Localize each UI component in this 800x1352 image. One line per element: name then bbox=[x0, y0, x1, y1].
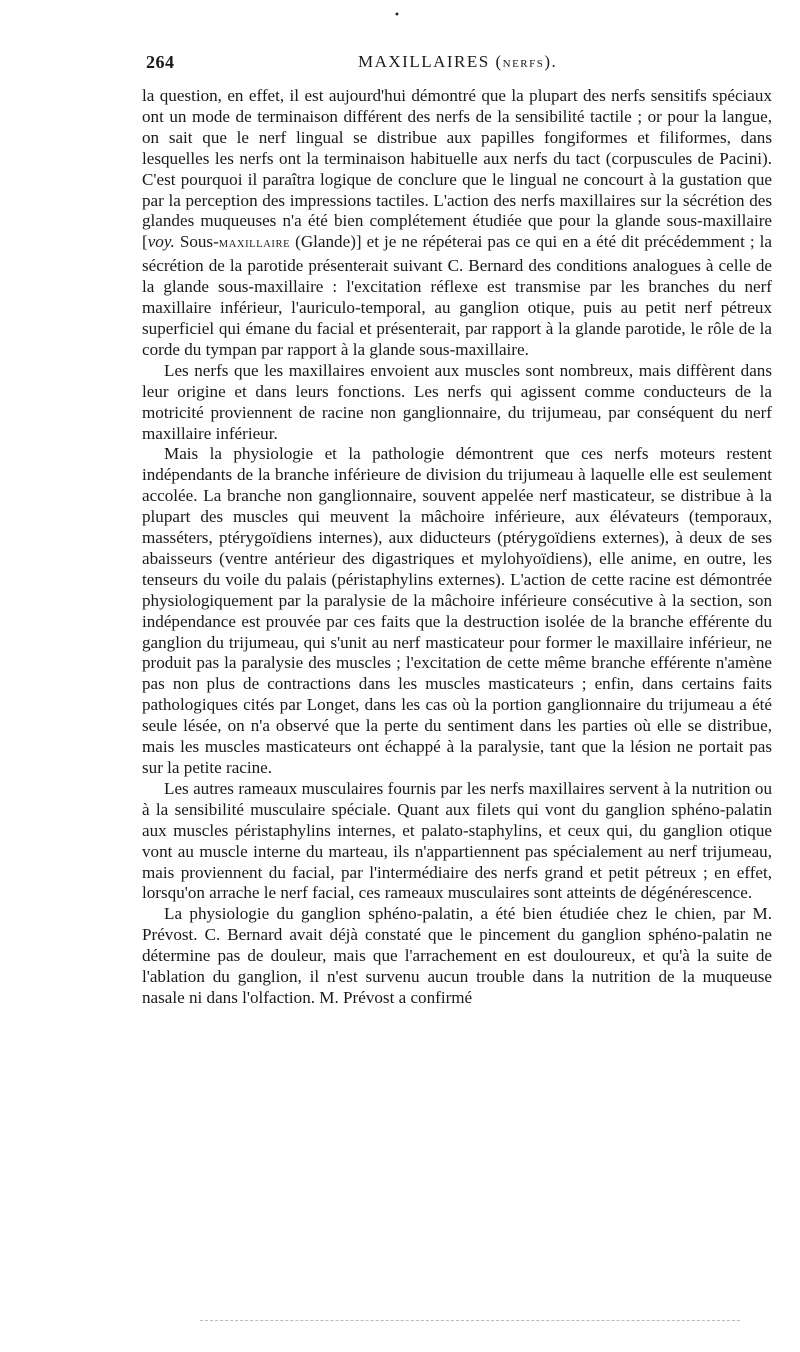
paragraph-1-text-a: la question, en effet, il est aujourd'hui démontré que la plupart des nerfs sensitifs spéciaux ont un mode de terminaison différent des nerfs de la sensibilité tactile ; or pour la langue, on sait que le nerf lingual se distribue aux papilles fongiformes et filiformes, dans lesquelles les nerfs ont la terminaison habituelle aux nerfs du tact (corpuscules de Pacini). C'est pourquoi il paraîtra logique de conclure que le lingual ne concourt à la gustation que par la perception des impressions tactiles. L'action des nerfs maxillaires sur la sécrétion des glandes muqueuses n'a été bien complétement étudiée que pour la glande sous-maxillaire [ bbox=[142, 86, 772, 252]
running-title-paren-close: ). bbox=[544, 52, 558, 71]
paragraph-1-ref-italic: voy. bbox=[147, 232, 175, 252]
running-header bbox=[140, 50, 760, 80]
paragraph-1-ref-small: MAXILLAIRE bbox=[218, 239, 291, 251]
paragraph-1-ref-cap: Sous- bbox=[174, 232, 219, 252]
paragraph-3: Mais la physiologie et la pathologie démontrent que ces nerfs moteurs restent indépendants de la branche inférieure de division du trijumeau à laquelle elle est seulement accolée. La branche non ganglionnaire, souvent appelée nerf masticateur, se distribue à la plupart des muscles qui meuvent la mâchoire inférieure, aux élévateurs (temporaux, masséters, ptérygoïdiens internes), aux diducteurs (ptérygoïdiens externes), à deux de ses abaisseurs (ventre antérieur des digastriques et mylohyoïdiens), elle anime, en outre, les tenseurs du voile du palais (péristaphylins externes). L'action de cette racine est démontrée physiologiquement par la paralysie de la mâchoire inférieure consécutive à la section, son indépendance est prouvée par ces faits que la destruction isolée de la branche efférente du ganglion du trijumeau, qui s'unit au nerf masticateur pour former le maxillaire inférieur, ne produit pas la paralysie des muscles ; l'excitation de cette même branche efférente n'amène pas non plus de contractions dans les muscles masticateurs ; enfin, dans certains faits pathologiques cités par Longet, dans les cas où la portion ganglionnaire du trijumeau a été seule lésée, on n'a observé que la perte du sentiment dans les parties où elle se distribue, mais les muscles masticateurs ont échappé à la paralysie, tant que la lésion ne portait pas sur la petite racine. bbox=[142, 444, 772, 777]
footer-rule bbox=[200, 1320, 740, 1322]
body-text bbox=[142, 86, 772, 1009]
top-mark: • bbox=[394, 10, 400, 21]
paragraph-2: Les nerfs que les maxillaires envoient aux muscles sont nombreux, mais diffèrent dans leur origine et dans leurs fonctions. Les nerfs qui agissent comme conducteurs de la motricité proviennent de racine non ganglionnaire, du trijumeau, par conséquent du nerf maxillaire inférieur. bbox=[142, 360, 772, 443]
paragraph-1 bbox=[142, 86, 772, 361]
running-title-paren-open: ( bbox=[489, 52, 503, 71]
page-number: 264 bbox=[146, 52, 175, 72]
paragraph-4: Les autres rameaux musculaires fournis par les nerfs maxillaires servent à la nutrition ou à la sensibilité musculaire spéciale. Quant aux filets qui vont du ganglion sphéno-palatin aux muscles péristaphylins internes, et palato-staphylins, et ceux qui, du ganglion otique vont au muscle interne du marteau, ils n'appartiennent pas spécialement au nerf trijumeau, mais proviennent du facial, par l'intermédiaire des nerfs grand et petit pétreux ; en effet, lorsqu'on arrache le nerf facial, ces rameaux musculaires sont atteints de dégénérescence. bbox=[142, 778, 772, 903]
paragraph-5: La physiologie du ganglion sphéno-palatin, a été bien étudiée chez le chien, par M. Prévost. C. Bernard avait déjà constaté que le pincement du ganglion sphéno-palatin ne détermine pas de douleur, mais que l'arrachement en est douloureux, et qu'à la suite de l'ablation du ganglion, il n'est survenu aucun trouble dans la nutrition de la muqueuse nasale ni dans l'olfaction. M. Prévost a confirmé bbox=[142, 904, 772, 1007]
running-title-main: MAXILLAIRES bbox=[358, 52, 490, 71]
running-title-small: NERFS bbox=[502, 58, 545, 70]
running-title bbox=[358, 52, 557, 72]
paragraph-1-text-b: (Glande)] et je ne répéterai pas ce qui en a été dit précédemment ; la sécrétion de la parotide présenterait suivant C. Bernard des conditions analogues à celle de la glande sous-maxillaire : l'excitation réflexe est transmise par les branches du nerf maxillaire inférieur, l'auriculo-temporal, au ganglion otique, puis au petit nerf pétreux superficiel qui émane du facial et présenterait, par rapport à la glande parotide, le rôle de la corde du tympan par rapport à la glande sous-maxillaire. bbox=[142, 232, 773, 359]
